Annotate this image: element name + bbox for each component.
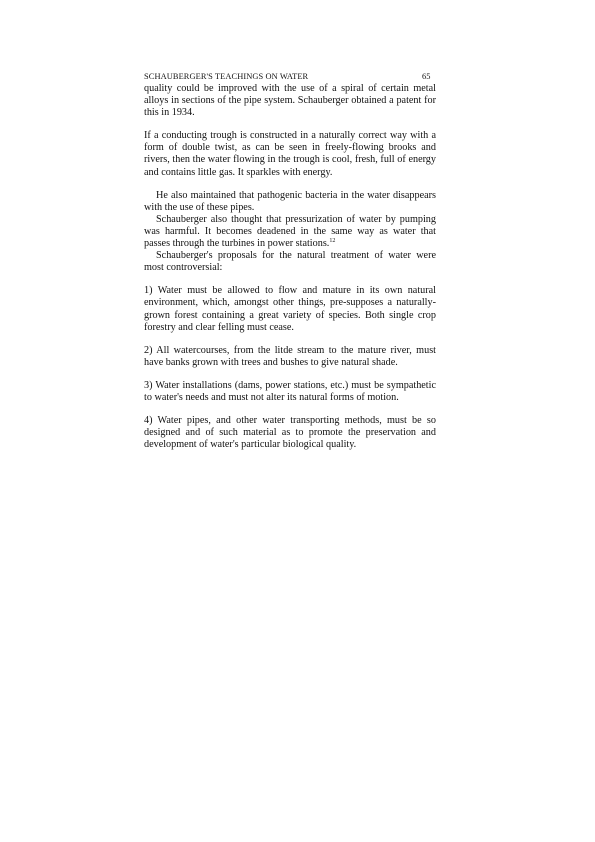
list-item-4: 4) Water pipes, and other water transporting methods, must be so designed and of such material as to promote the preservation and development of water's particular biological quality.	[144, 415, 436, 451]
paragraph-bacteria: He also maintained that pathogenic bacteria in the water disappears with the use of these pipes.	[144, 189, 436, 213]
list-item-2: 2) All watercourses, from the litde stream to the mature river, must have banks grown with trees and bushes to give natural shade.	[144, 344, 436, 368]
paragraph-continuation: quality could be improved with the use of a spiral of certain metal alloys in sections of the pipe system. Schauberger obtained a patent for this in 1934.	[144, 83, 436, 119]
body-text	[144, 83, 436, 451]
paragraph-trough: If a conducting trough is constructed in a naturally correct way with a form of double twist, as can be seen in freely-flowing brooks and rivers, then the water flowing in the trough is cool, fresh, full of energy and contains little gas. It sparkles with energy.	[144, 130, 436, 178]
running-header	[144, 70, 436, 83]
pressurization-text: Schauberger also thought that pressurization of water by pumping was harmful. It becomes deadened in the same way as water that passes through the turbines in power stations.	[144, 213, 436, 250]
footnote-reference: 12	[329, 238, 336, 245]
book-page	[144, 70, 436, 451]
list-item-1: 1) Water must be allowed to flow and mature in its own natural environment, which, amongst other things, pre-supposes a naturally-grown forest containing a great variety of species. Both single crop forestry and clear felling must cease.	[144, 285, 436, 333]
paragraph-pressurization	[144, 214, 436, 250]
paragraph-proposals: Schauberger's proposals for the natural treatment of water were most controversial:	[144, 250, 436, 274]
list-item-3: 3) Water installations (dams, power stations, etc.) must be sympathetic to water's needs and must not alter its natural forms of motion.	[144, 379, 436, 403]
page-number: 65	[422, 72, 431, 81]
running-title: SCHAUBERGER'S TEACHINGS ON WATER	[144, 72, 309, 81]
